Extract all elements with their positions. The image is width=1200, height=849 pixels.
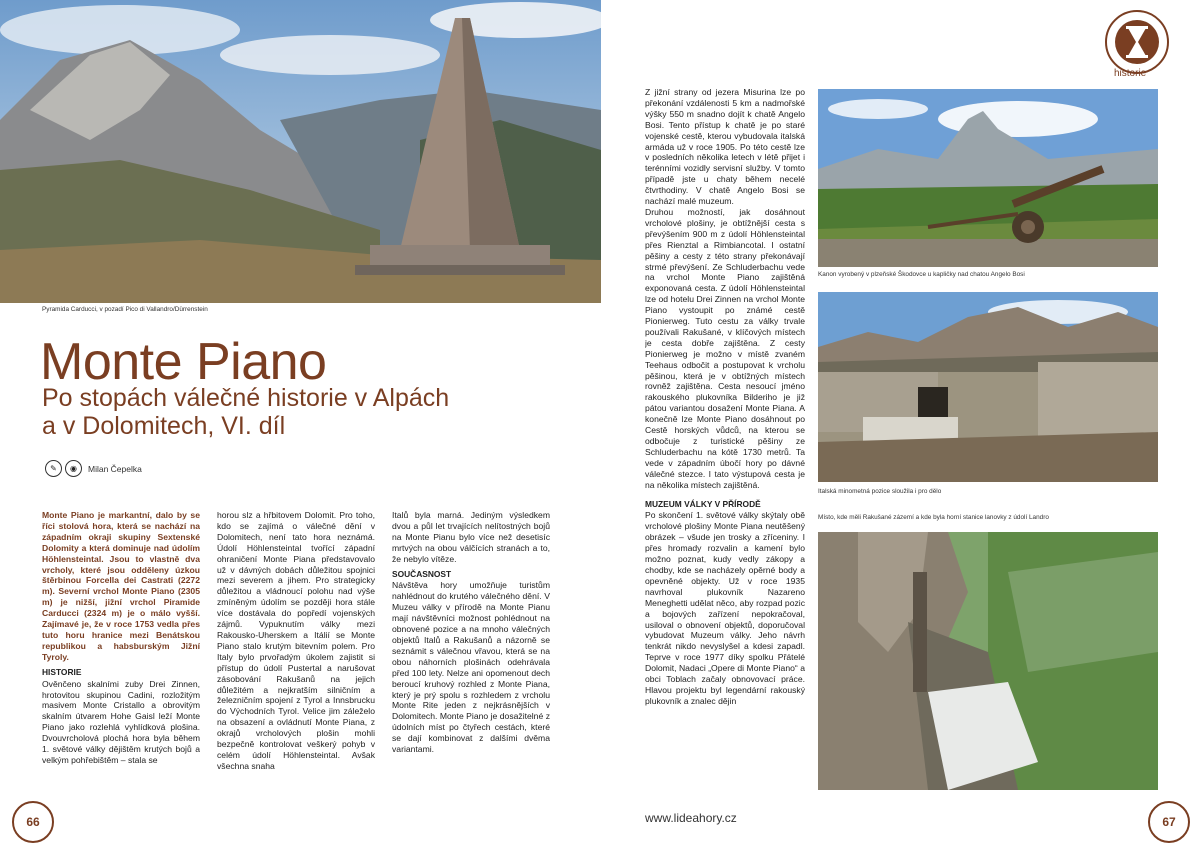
photo-pyramid-carducci bbox=[0, 0, 601, 303]
photo-mortar-position bbox=[818, 292, 1158, 482]
photo-caption: Pyramida Carducci, v pozadí Pico di Vallandro/Dürrenstein bbox=[42, 306, 208, 313]
page-number-left: 66 bbox=[12, 801, 54, 843]
hourglass-icon bbox=[1107, 12, 1167, 72]
left-column-3 bbox=[392, 510, 550, 795]
section-heading-muzeum: MUZEUM VÁLKY V PŘÍRODĚ bbox=[645, 498, 761, 509]
photo-cannon bbox=[818, 89, 1158, 267]
lead-paragraph: Monte Piano je markantní, dalo by se říci stolová hora, která se nachází na západním okraji skupiny Sextenské Dolomity a která dominuje nad údolím Höhlensteintal. Jsou to vlastně dva vrcholy, které jsou odděleny úzkou štěrbinou Forcella dei Castrati (2272 m). Severní vrchol Monte Piano (2305 m) je nižší, jižní vrchol Piramide Carducci (2324 m) je o málo vyšší. Zajímavé je, že v roce 1753 vedla přes tuto horu hranice mezi Benátskou republikou a habsburským Jižní Tyroly. bbox=[42, 510, 200, 662]
camera-icon: ◉ bbox=[65, 460, 82, 477]
body-paragraph: horou slz a hřbitovem Dolomit. Pro toho, kdo se zajímá o válečné dění v Dolomitech, není tato hora neznámá. Údolí Höhlensteintal tvořící západní ohraničení Monte Piana představovalo už v dávných dobách důležitou spojnici mezi severem a jihem. Pro strategicky důležitou a vládnoucí polohu nad výše zmíněným údolím se později hora stále více dostávala do popředí vojenských zájmů. Vypuknutím války mezi Rakousko-Uherskem a Itálií se Monte Piano stalo krutým bitevním polem. Pro Italy bylo prvořadým úkolem zajistit si přístup do údolí Pustertal a narušovat zásobování Rakušanů na jejich důležitém a nejkratším silničním a železničním spojení z Tyrol a Innsbrucku do Východních Tyrol. Velice jim záleželo na obsazení a ovládnutí Monte Piana, z okrajů vrcholových plošin mohli bezpečně kontrolovat veškerý pohyb v celém údolí Höhlensteintal. Avšak všechna snaha bbox=[217, 510, 375, 771]
page-number-right: 67 bbox=[1148, 801, 1190, 843]
body-paragraph: Ověnčeno skalními zuby Drei Zinnen, hrotovitou skupinou Cadini, rozložitým masivem Monte Cristallo a obrovitým skalním útvarem Hohe Gaisl leží Monte Piano jako rozlehlá vyhlídková plošina. Dvouvrcholová plochá hora byla během 1. světové války dějištěm krutých bojů a velkým pohřebištěm – stala se bbox=[42, 678, 200, 765]
photo-cableway-station bbox=[818, 532, 1158, 790]
body-paragraph: Z jižní strany od jezera Misurina lze po překonání vzdálenosti 5 km a nadmořské výšky 550 m snadno dojít k chatě Angelo Bosi. Tento přístup k chatě je po staré vojenské cestě, kterou vybudovala italská armáda už v roce 1905. Po této cestě lze v posledních několika letech v létě přijet i terénními vozidly servisní služby. V tomto případě jste u chaty během necelé čtvrthodiny. V chatě Angelo Bosi se nachází malé muzeum. bbox=[645, 87, 805, 207]
author-name: Milan Čepelka bbox=[88, 464, 142, 474]
page-title: Monte Piano bbox=[40, 333, 327, 391]
section-badge bbox=[1105, 10, 1169, 74]
section-heading-soucasnost: SOUČASNOST bbox=[392, 568, 452, 579]
body-paragraph: Návštěva hory umožňuje turistům nahlédnout do krutého válečného dění. V Muzeu války v přírodě na Monte Pianu mají návštěvníci možnost pohlédnout na obnovené pozice a na mnoho válečných objektů Italů a Rakušanů a názorně se seznámit s válečnou vřavou, která se na obou náhorních plošinách odehrávala před 100 lety. Nelze ani opomenout dech beroucí kruhový rozhled z Monte Piana, který je prý spolu s rozhledem z vrcholu Monte Rite jeden z nejkrásnějších v Dolomitech. Monte Piano je dosažitelné z údolních míst po čtyřech cestách, které se dají kombinovat z dalšími dvěma variantami. bbox=[392, 580, 550, 755]
left-column-1 bbox=[42, 510, 200, 795]
photo-caption: Kanon vyrobený v plzeňské Škodovce u kapličky nad chatou Angelo Bosi bbox=[818, 271, 1025, 278]
pen-icon: ✎ bbox=[45, 460, 62, 477]
photo-caption: Místo, kde měli Rakušané zázemí a kde byla horní stanice lanovky z údolí Landro bbox=[818, 514, 1049, 521]
left-column-2 bbox=[217, 510, 375, 795]
body-paragraph: Druhou možností, jak dosáhnout vrcholové plošiny, je obtížnější cesta s převýšením 900 m z údolí Höhlensteintal přes Rienztal a Rimbiancotal. I ostatní pěšiny a cesty z této strany překonávají strmé převýšení. Ze Schluderbachu vede na vrchol Monte Piano zajištěná exponovaná cesta. Z údolí Höhlensteintal lze od hotelu Drei Zinnen na vrchol Monte Piano vystoupit po známé cestě Pionierweg. Tuto cestu za války trvale používali Rakušané, v klíčových místech je cesta dobře zajištěna. Z cesty Pionierweg je možno v místě zvaném Teehaus odbočit a postupovat k vrcholu pěšinou, která je v obtížných místech rovněž zajištěna. Cesta nesoucí jméno rakouského plukovníka Bilderiho je již pátou variantou dosažení Monte Piana. A konečně lze Monte Piano dosáhnout po Cestě horských vůdců, na kterou se odbočuje z turistické pěšiny ze Schluderbachu na kótě 1730 metrů. Ta vede v západním úbočí hory po dávné válečné stezce. I tato výstupová cesta je na několika místech zajištěná. bbox=[645, 206, 805, 490]
section-label: historie bbox=[1114, 68, 1147, 79]
body-paragraph: Po skončení 1. světové války skýtaly obě vrcholové plošiny Monte Piana neutěšený obrázek – všude jen trosky a zříceniny. I přes hromady rozvalin a kamení bylo možno poznat, kudy vedly zákopy a chodby, kde se nacházely opěrné body a opevněné objekty. Už v roce 1935 navrhoval plukovník Nazareno Meneghetti udělat něco, aby rozpad pozic a bojových zařízení nepokračoval, usiloval o obnovení objektů, doporučoval vybudovat Muzeum války. Jeho návrh tenkrát nikdo nevyslyšel a kdesi zapadl. Teprve v roce 1977 díky spolku Přátelé Dolomit, Nadaci „Opere di Monte Piano“ a obci Toblach začaly obnovovací práce. Hlavou projektu byl legendární rakouský plukovník a znalec dějin bbox=[645, 510, 805, 706]
body-paragraph: Italů byla marná. Jediným výsledkem dvou a půl let trvajících nelítostných bojů na Monte Pianu bylo více než desetisíc mrtvých na obou válčících stranách a to, že nebylo vítěze. bbox=[392, 510, 550, 564]
subtitle-line-1: Po stopách válečné historie v Alpách bbox=[42, 384, 450, 412]
photo-caption: Italská minometná pozice sloužila i pro dělo bbox=[818, 488, 942, 495]
page-subtitle bbox=[42, 384, 449, 440]
section-heading-historie: HISTORIE bbox=[42, 666, 82, 677]
subtitle-line-2: a v Dolomitech, VI. díl bbox=[42, 412, 286, 440]
right-column bbox=[645, 87, 805, 797]
website-url: www.lideahory.cz bbox=[645, 811, 737, 825]
